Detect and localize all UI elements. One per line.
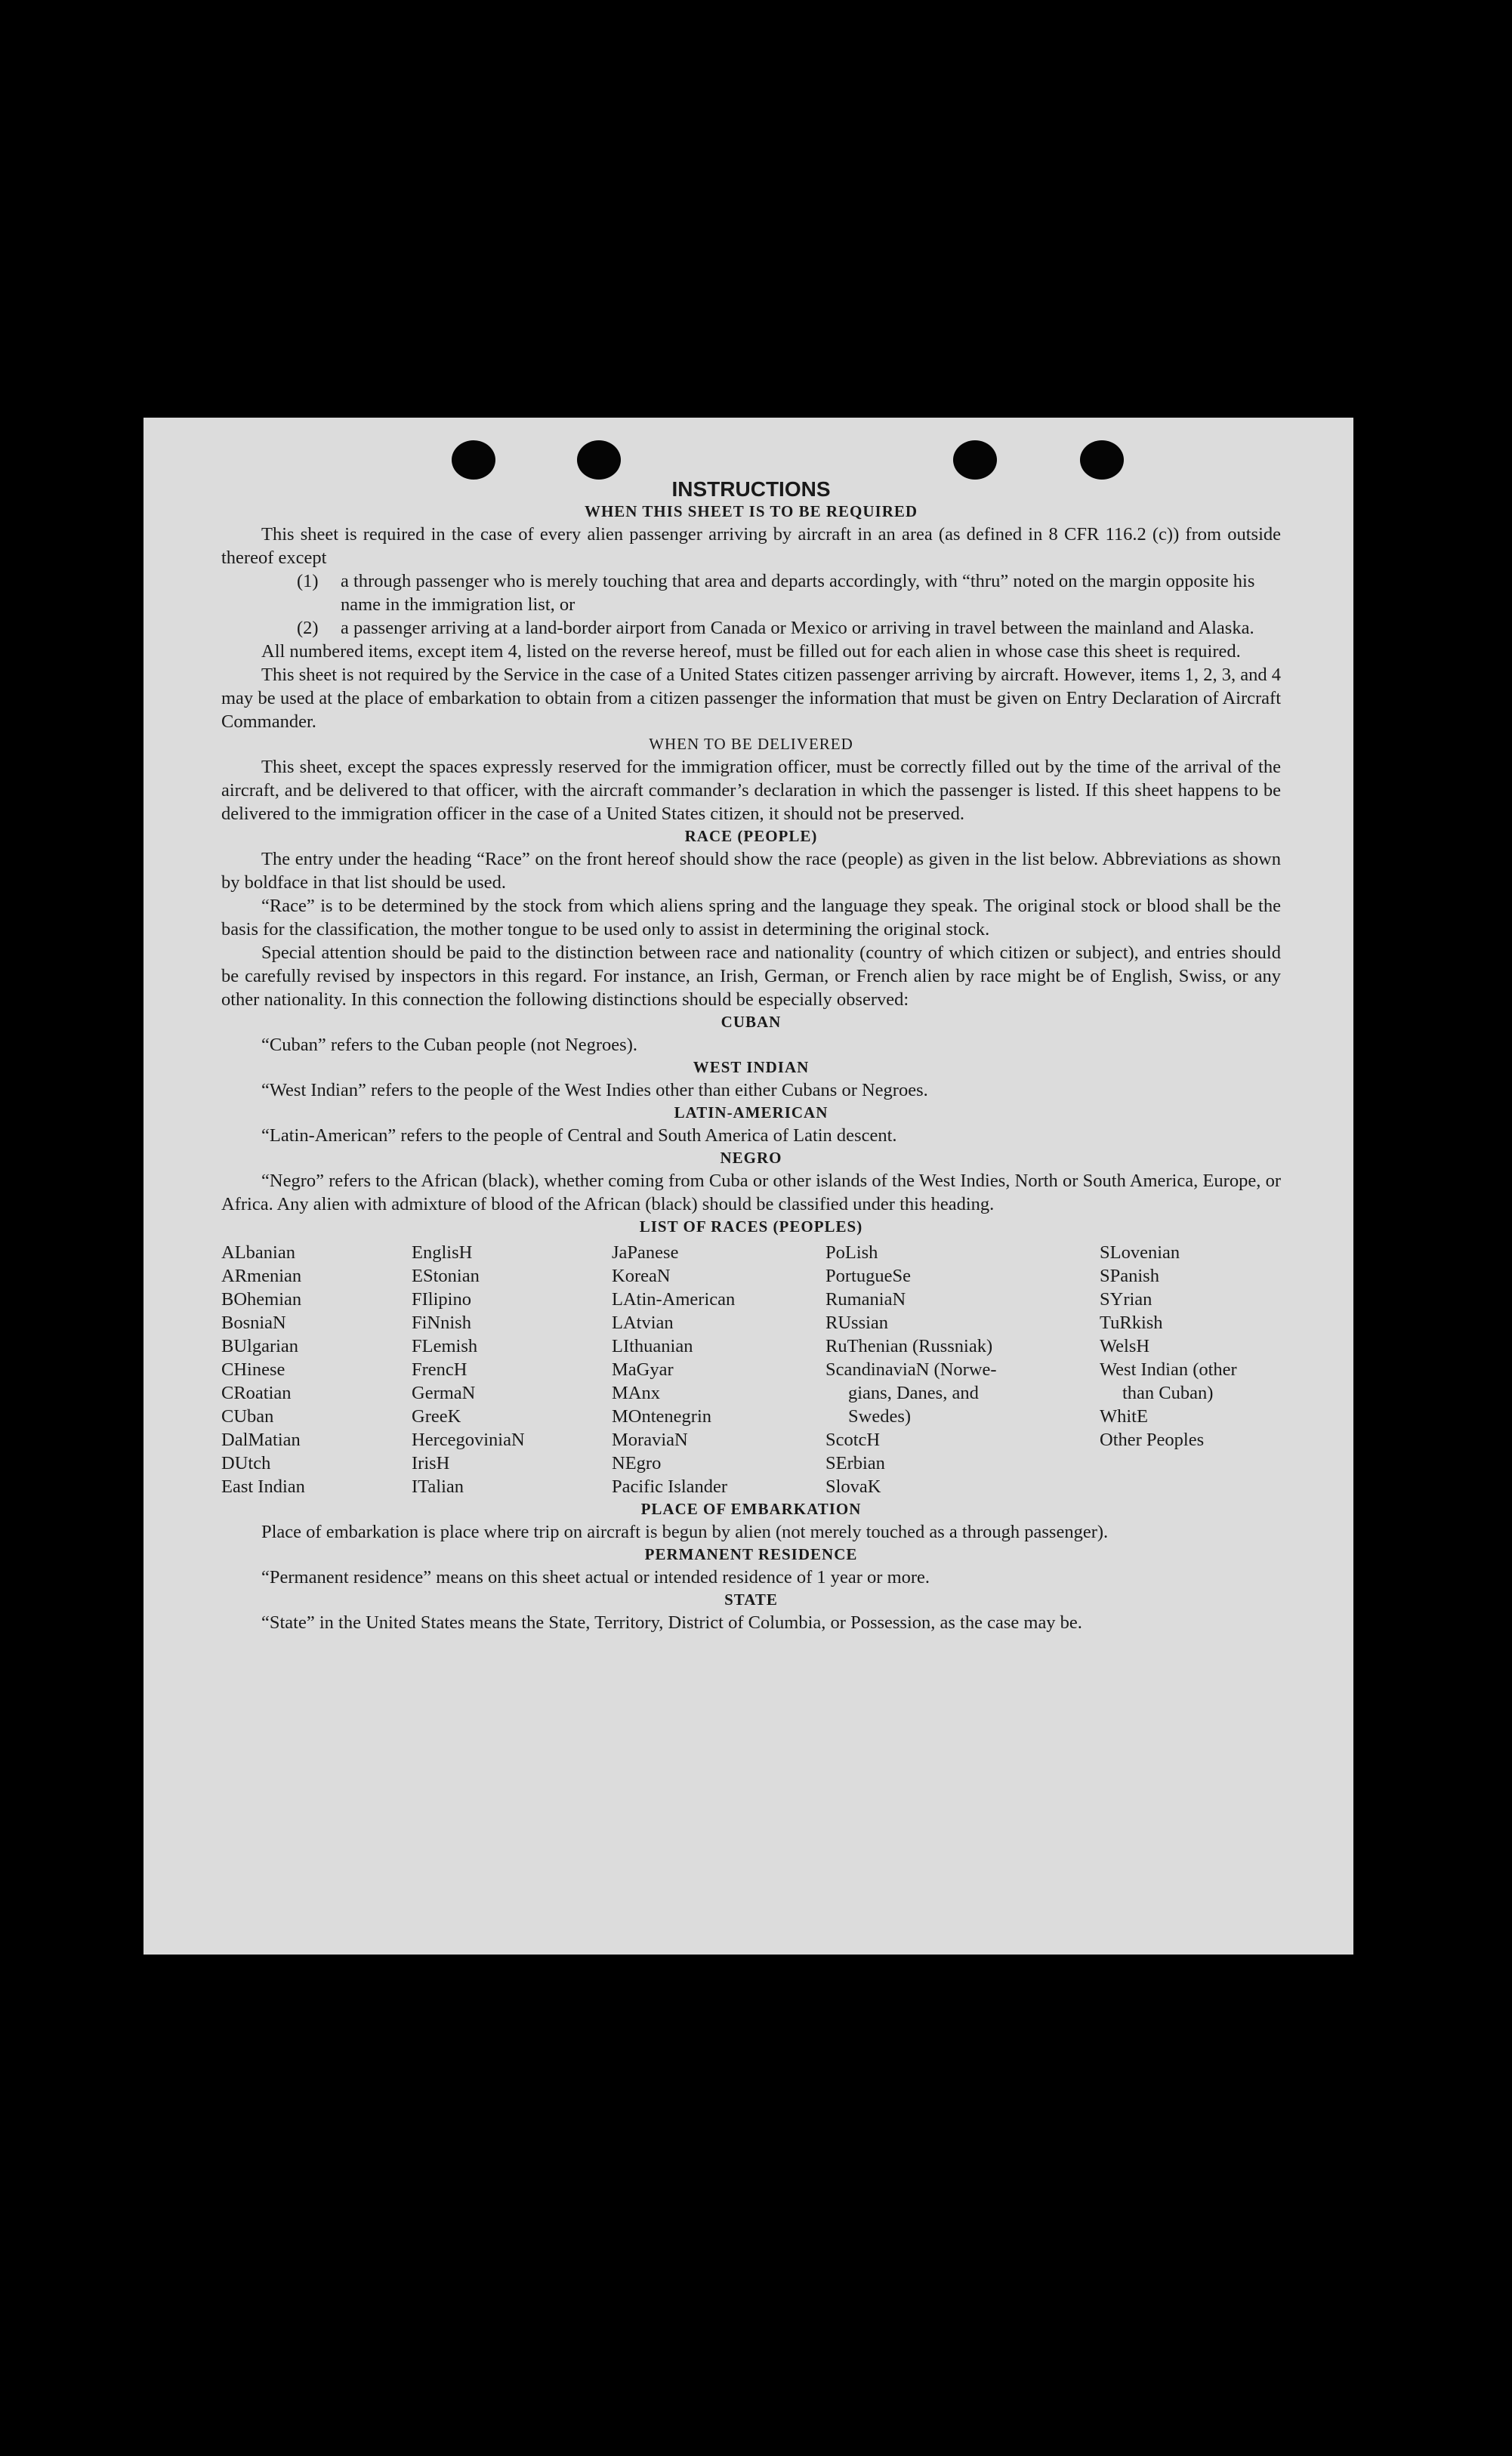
race-entry: SlovaK [825, 1476, 881, 1497]
list-item [221, 616, 1281, 640]
race-entry: ARmenian [221, 1266, 302, 1286]
race-entry: ALbanian [221, 1242, 295, 1263]
race-entry: WelsH [1100, 1336, 1150, 1356]
race-entry: CRoatian [221, 1383, 292, 1403]
paragraph: Place of embarkation is place where trip on aircraft is begun by alien (not merely touched as a through passenger). [261, 1522, 1109, 1542]
item-number: (1) [297, 571, 319, 591]
item-text: a through passenger who is merely touching that area and departs accordingly, with “thru” noted on the margin opposite his name in the immigration list, or [341, 571, 1255, 615]
item-number: (2) [297, 618, 319, 638]
page-title: INSTRUCTIONS [671, 477, 831, 501]
race-entry: DalMatian [221, 1430, 301, 1450]
race-entry: NEgro [612, 1453, 662, 1473]
race-entry: GreeK [412, 1406, 461, 1427]
race-entry: MAnx [612, 1383, 660, 1403]
race-entry: CUban [221, 1406, 274, 1427]
section-heading: RACE (PEOPLE) [684, 827, 818, 845]
race-entry: ScotcH [825, 1430, 881, 1450]
race-entry: than Cuban) [1122, 1383, 1214, 1403]
race-entry: KoreaN [612, 1266, 671, 1286]
races-column [612, 1241, 825, 1498]
race-entry: FLemish [412, 1336, 478, 1356]
section-heading: PLACE OF EMBARKATION [640, 1500, 862, 1518]
races-table [221, 1241, 1281, 1498]
race-entry: TuRkish [1100, 1313, 1163, 1333]
race-entry: FIlipino [412, 1289, 471, 1310]
race-entry: RumaniaN [825, 1289, 906, 1310]
paragraph: Special attention should be paid to the distinction between race and nationality (country of which citizen or subject), and entries should be carefully revised by inspectors in this regard. For instance, an Irish, German, or French alien by race might be of English, Swiss, or any other nationality. In this connection the following distinctions should be especially observed: [221, 943, 1281, 1010]
paragraph: This sheet is not required by the Service in the case of a United States citizen passenger arriving by aircraft. However, items 1, 2, 3, and 4 may be used at the place of embarkation to obtain from a citizen passenger the information that must be given on Entry Declaration of Aircraft Commander. [221, 665, 1281, 732]
item-text: a passenger arriving at a land-border airport from Canada or Mexico or arriving in travel between the mainland and Alaska. [341, 618, 1254, 638]
paragraph: “State” in the United States means the State, Territory, District of Columbia, or Possession, as the case may be. [261, 1612, 1082, 1633]
races-column [221, 1241, 412, 1498]
race-entry: LAtin-American [612, 1289, 736, 1310]
section-heading: LATIN-AMERICAN [674, 1103, 829, 1122]
paragraph: “Race” is to be determined by the stock from which aliens spring and the language they speak. The original stock or blood shall be the basis for the classification, the mother tongue to be used only to assist in determining the original stock. [221, 896, 1281, 940]
paragraph: “West Indian” refers to the people of the West Indies other than either Cubans or Negroes. [261, 1080, 928, 1100]
race-entry: BUlgarian [221, 1336, 299, 1356]
race-entry: PoLish [825, 1242, 878, 1263]
paragraph: All numbered items, except item 4, listed on the reverse hereof, must be filled out for each alien in whose case this sheet is required. [261, 641, 1241, 662]
race-entry: EnglisH [412, 1242, 473, 1263]
instructions-content [221, 478, 1281, 1634]
section-heading: STATE [724, 1591, 778, 1609]
race-entry: SYrian [1100, 1289, 1153, 1310]
list-item [221, 569, 1281, 616]
paragraph: “Negro” refers to the African (black), whether coming from Cuba or other islands of the West Indies, North or South America, Europe, or Africa. Any alien with admixture of blood of the African (black) should be classified under this heading. [221, 1171, 1281, 1214]
race-entry: MaGyar [612, 1359, 674, 1380]
race-entry: LIthuanian [612, 1336, 693, 1356]
race-entry: EStonian [412, 1266, 480, 1286]
race-entry: gians, Danes, and [848, 1383, 979, 1403]
race-entry: WhitE [1100, 1406, 1148, 1427]
race-entry: RUssian [825, 1313, 889, 1333]
race-entry: GermaN [412, 1383, 476, 1403]
race-entry: CHinese [221, 1359, 285, 1380]
races-column [825, 1241, 1100, 1498]
paragraph: “Permanent residence” means on this sheet actual or intended residence of 1 year or more. [261, 1567, 930, 1587]
race-entry: FrencH [412, 1359, 467, 1380]
race-entry: BOhemian [221, 1289, 302, 1310]
race-entry: ITalian [412, 1476, 464, 1497]
race-entry: IrisH [412, 1453, 450, 1473]
section-heading: LIST OF RACES (PEOPLES) [639, 1217, 863, 1236]
race-entry: SPanish [1100, 1266, 1159, 1286]
race-entry: Other Peoples [1100, 1430, 1205, 1450]
race-entry: West Indian (other [1100, 1359, 1237, 1380]
race-entry: SLovenian [1100, 1242, 1180, 1263]
race-entry: LAtvian [612, 1313, 674, 1333]
paragraph: This sheet is required in the case of every alien passenger arriving by aircraft in an area (as defined in 8 CFR 116.2 (c)) from outside thereof except [221, 524, 1281, 568]
section-heading: NEGRO [720, 1149, 782, 1167]
punch-hole [452, 440, 495, 480]
race-entry: PortugueSe [825, 1266, 911, 1286]
race-entry: HercegoviniaN [412, 1430, 525, 1450]
race-entry: DUtch [221, 1453, 271, 1473]
race-entry: SErbian [825, 1453, 885, 1473]
race-entry: Swedes) [848, 1406, 912, 1427]
races-column [1100, 1241, 1281, 1498]
paragraph: This sheet, except the spaces expressly reserved for the immigration officer, must be correctly filled out by the time of the arrival of the aircraft, and be delivered to that officer, with the aircraft commander’s declaration in which the passenger is listed. If this sheet happens to be delivered to the immigration officer in the case of a United States citizen, it should not be preserved. [221, 757, 1281, 824]
paragraph: The entry under the heading “Race” on the front hereof should show the race (people) as given in the list below. Abbreviations as shown by boldface in that list should be used. [221, 849, 1281, 893]
races-column [412, 1241, 612, 1498]
punch-hole [1080, 440, 1124, 480]
section-heading: WEST INDIAN [693, 1058, 810, 1076]
race-entry: BosniaN [221, 1313, 286, 1333]
section-heading: WHEN THIS SHEET IS TO BE REQUIRED [584, 502, 918, 520]
document-sheet [143, 418, 1353, 1955]
punch-hole [577, 440, 621, 480]
race-entry: RuThenian (Russniak) [825, 1336, 993, 1356]
paragraph: “Cuban” refers to the Cuban people (not Negroes). [261, 1035, 637, 1055]
race-entry: MoraviaN [612, 1430, 688, 1450]
race-entry: ScandinaviaN (Norwe- [825, 1359, 997, 1380]
section-heading: PERMANENT RESIDENCE [644, 1545, 858, 1563]
race-entry: Pacific Islander [612, 1476, 728, 1497]
punch-hole [953, 440, 997, 480]
race-entry: MOntenegrin [612, 1406, 711, 1427]
race-entry: East Indian [221, 1476, 305, 1497]
section-heading: WHEN TO BE DELIVERED [649, 735, 853, 753]
section-heading: CUBAN [721, 1013, 782, 1031]
paragraph: “Latin-American” refers to the people of Central and South America of Latin descent. [261, 1125, 897, 1146]
race-entry: JaPanese [612, 1242, 679, 1263]
race-entry: FiNnish [412, 1313, 471, 1333]
